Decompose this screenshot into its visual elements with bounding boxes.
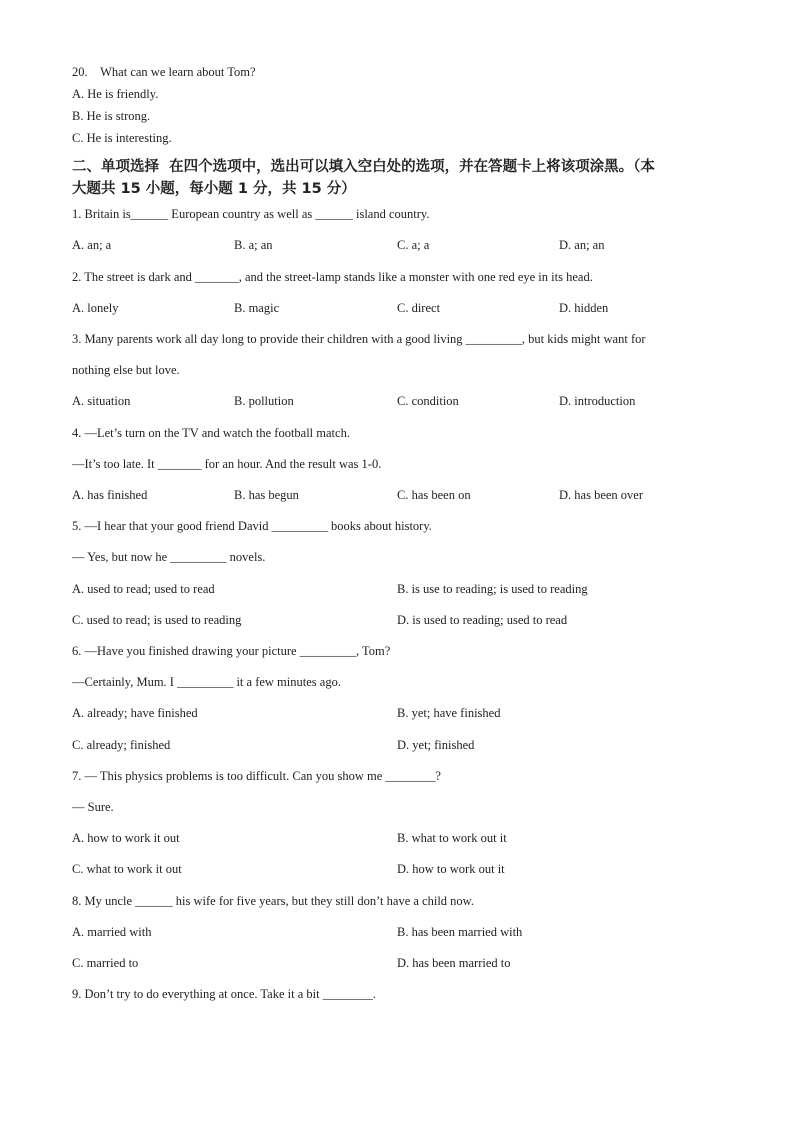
q4-stem-reply: —It’s too late. It _______ for an hour. And the result was 1-0. (72, 457, 382, 471)
q3-stem-continued: nothing else but love. (72, 363, 180, 377)
q2-option-b: B. magic (234, 301, 280, 315)
q7-option-c: C. what to work it out (72, 862, 182, 876)
q2-option-c: C. direct (397, 301, 441, 315)
q20-option-b: B. He is strong. (72, 109, 151, 123)
q1-option-b: B. a; an (234, 238, 273, 252)
section-heading-line2: 大题共 15 小题，每小题 1 分，共 15 分） (72, 181, 356, 197)
q7-option-d: D. how to work out it (397, 862, 505, 876)
q2-option-d: D. hidden (559, 301, 609, 315)
q8-option-d: D. has been married to (397, 956, 511, 970)
q6-option-c: C. already; finished (72, 738, 171, 752)
q2-option-a: A. lonely (72, 301, 119, 315)
q20-stem: 20. What can we learn about Tom? (72, 65, 256, 79)
q8-option-a: A. married with (72, 925, 152, 939)
q4-option-a: A. has finished (72, 488, 148, 502)
q6-stem: 6. —Have you finished drawing your picture _________, Tom? (72, 644, 391, 658)
q5-option-c: C. used to read; is used to reading (72, 613, 242, 627)
q7-stem-reply: — Sure. (72, 800, 114, 814)
q3-option-b: B. pollution (234, 394, 294, 408)
q5-option-d: D. is used to reading; used to read (397, 613, 568, 627)
q4-option-c: C. has been on (397, 488, 471, 502)
q20-option-a: A. He is friendly. (72, 87, 159, 101)
q9-stem: 9. Don’t try to do everything at once. Take it a bit ________. (72, 987, 376, 1001)
q5-stem: 5. —I hear that your good friend David _________ books about history. (72, 519, 432, 533)
q1-stem: 1. Britain is______ European country as well as ______ island country. (72, 207, 430, 221)
q2-stem: 2. The street is dark and _______, and the street-lamp stands like a monster with one red eye in its head. (72, 270, 593, 284)
q1-option-c: C. a; a (397, 238, 430, 252)
q8-option-c: C. married to (72, 956, 139, 970)
q5-option-b: B. is use to reading; is used to reading (397, 582, 588, 596)
q6-option-a: A. already; have finished (72, 706, 198, 720)
section-heading-line1: 二、单项选择 在四个选项中，选出可以填入空白处的选项，并在答题卡上将该项涂黑。（本 (72, 159, 655, 175)
q1-option-d: D. an; an (559, 238, 605, 252)
q3-option-a: A. situation (72, 394, 131, 408)
q4-option-d: D. has been over (559, 488, 643, 502)
q3-option-c: C. condition (397, 394, 459, 408)
q6-option-b: B. yet; have finished (397, 706, 501, 720)
q4-stem: 4. —Let’s turn on the TV and watch the football match. (72, 426, 350, 440)
q7-option-a: A. how to work it out (72, 831, 180, 845)
q8-option-b: B. has been married with (397, 925, 523, 939)
q6-option-d: D. yet; finished (397, 738, 475, 752)
q8-stem: 8. My uncle ______ his wife for five years, but they still don’t have a child now. (72, 894, 475, 908)
q5-option-a: A. used to read; used to read (72, 582, 215, 596)
q3-option-d: D. introduction (559, 394, 636, 408)
q6-stem-reply: —Certainly, Mum. I _________ it a few minutes ago. (72, 675, 341, 689)
q5-stem-reply: — Yes, but now he _________ novels. (72, 550, 266, 564)
q3-stem: 3. Many parents work all day long to provide their children with a good living _________, but kids might want for (72, 332, 646, 346)
q20-option-c: C. He is interesting. (72, 131, 172, 145)
q4-option-b: B. has begun (234, 488, 299, 502)
q7-option-b: B. what to work out it (397, 831, 507, 845)
q7-stem: 7. — This physics problems is too difficult. Can you show me ________? (72, 769, 441, 783)
q1-option-a: A. an; a (72, 238, 112, 252)
